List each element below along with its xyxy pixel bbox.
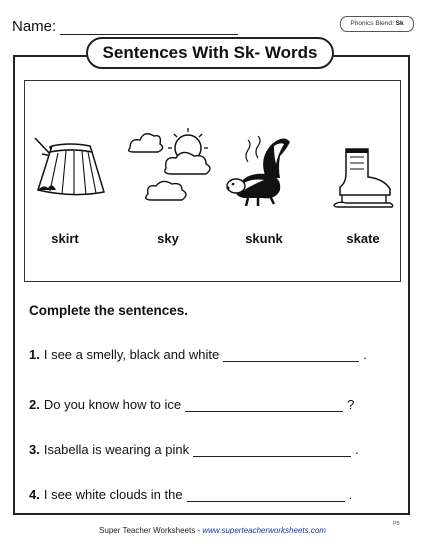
sky-clouds-sun-icon	[120, 120, 220, 215]
name-line[interactable]	[60, 19, 238, 35]
answer-blank[interactable]	[187, 489, 345, 502]
page-code: PB	[393, 521, 400, 527]
footer-link[interactable]: www.superteacherworksheets.com	[202, 526, 326, 535]
answer-blank[interactable]	[223, 349, 359, 362]
name-field	[12, 18, 238, 35]
phonics-badge	[340, 16, 414, 32]
question-text: Isabella is wearing a pink	[43, 442, 190, 457]
ice-skate-icon	[328, 143, 398, 215]
footer-brand: Super Teacher Worksheets	[99, 526, 196, 535]
skirt-icon	[30, 132, 110, 202]
question-text: Do you know how to ice	[43, 397, 182, 412]
question-1	[29, 347, 367, 362]
word-sky: sky	[157, 231, 179, 246]
question-end: .	[348, 487, 353, 502]
word-skirt: skirt	[51, 231, 79, 246]
answer-blank[interactable]	[193, 444, 351, 457]
title-text: Sentences With Sk- Words	[102, 43, 318, 62]
question-number: 4.	[29, 487, 40, 502]
page-title	[86, 37, 334, 69]
question-number: 1.	[29, 347, 40, 362]
question-text: I see white clouds in the	[43, 487, 183, 502]
question-2	[29, 397, 354, 412]
word-skunk: skunk	[245, 231, 283, 246]
badge-value: Sk	[395, 20, 404, 27]
word-skate: skate	[346, 231, 380, 246]
skunk-icon	[218, 128, 303, 218]
name-label: Name:	[12, 18, 57, 35]
question-number: 2.	[29, 397, 40, 412]
instructions: Complete the sentences.	[29, 303, 189, 318]
question-3	[29, 442, 359, 457]
question-end: ?	[347, 397, 355, 412]
question-4	[29, 487, 352, 502]
badge-prefix: Phonics Blend:	[350, 20, 394, 27]
question-text: I see a smelly, black and white	[43, 347, 220, 362]
question-number: 3.	[29, 442, 40, 457]
footer	[0, 526, 425, 535]
footer-separator: -	[195, 526, 203, 535]
question-end: .	[363, 347, 367, 362]
answer-blank[interactable]	[185, 399, 343, 412]
question-end: .	[355, 442, 359, 457]
